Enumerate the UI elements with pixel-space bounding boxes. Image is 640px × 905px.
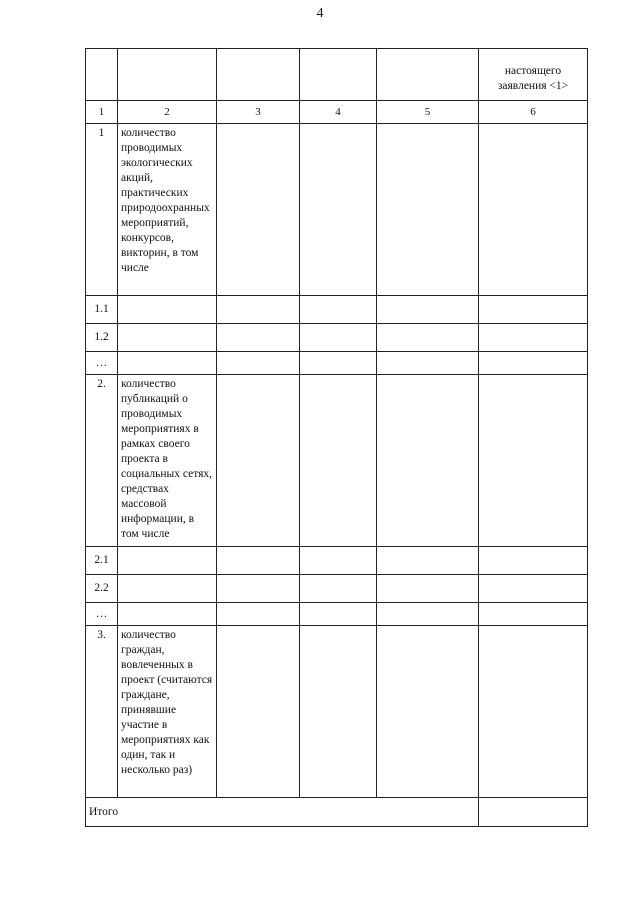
table-cell[interactable] <box>479 626 588 798</box>
table-cell[interactable] <box>377 575 479 603</box>
table-row-1-more <box>86 352 588 375</box>
table-row-1 <box>86 124 588 296</box>
column-number-3: 3 <box>217 101 300 124</box>
table-cell[interactable] <box>479 375 588 547</box>
table-cell[interactable] <box>300 296 377 324</box>
table-cell[interactable] <box>377 547 479 575</box>
table-cell[interactable] <box>217 296 300 324</box>
table-cell[interactable] <box>300 124 377 296</box>
table-cell[interactable] <box>479 352 588 375</box>
header-cell-6: настоящего заявления <1> <box>479 49 588 101</box>
row-description[interactable] <box>118 547 217 575</box>
total-row <box>86 798 588 827</box>
row-description[interactable] <box>118 324 217 352</box>
row-description: количество граждан, вовлеченных в проект (считаются граждане, принявшие участие в мероприятиях как один, так и несколько раз) <box>118 626 217 798</box>
row-number: 3. <box>86 626 118 798</box>
page-number: 4 <box>316 6 324 21</box>
table-row-2-more <box>86 603 588 626</box>
header-cell-1 <box>86 49 118 101</box>
table-row-1-2 <box>86 324 588 352</box>
table-cell[interactable] <box>217 547 300 575</box>
table-row-2-1 <box>86 547 588 575</box>
table-cell[interactable] <box>300 575 377 603</box>
table-cell[interactable] <box>300 603 377 626</box>
header-cell-4 <box>300 49 377 101</box>
table-cell[interactable] <box>300 324 377 352</box>
header-cell-3 <box>217 49 300 101</box>
table-cell[interactable] <box>377 324 479 352</box>
table-cell[interactable] <box>377 603 479 626</box>
table-cell[interactable] <box>479 547 588 575</box>
table-cell[interactable] <box>377 626 479 798</box>
table-cell[interactable] <box>377 296 479 324</box>
table-cell[interactable] <box>217 375 300 547</box>
table-cell[interactable] <box>377 375 479 547</box>
row-number: … <box>86 352 118 375</box>
table-cell[interactable] <box>479 124 588 296</box>
table-cell[interactable] <box>377 124 479 296</box>
table-row-2-2 <box>86 575 588 603</box>
total-label: Итого <box>86 798 479 827</box>
column-number-4: 4 <box>300 101 377 124</box>
row-number: 1.1 <box>86 296 118 324</box>
table-cell[interactable] <box>300 547 377 575</box>
header-row <box>86 49 588 101</box>
report-table <box>85 48 588 827</box>
row-description[interactable] <box>118 296 217 324</box>
column-number-row <box>86 101 588 124</box>
table-cell[interactable] <box>479 324 588 352</box>
table-cell[interactable] <box>377 352 479 375</box>
row-description[interactable] <box>118 352 217 375</box>
row-description[interactable] <box>118 603 217 626</box>
row-number: 2.2 <box>86 575 118 603</box>
table-cell[interactable] <box>217 124 300 296</box>
header-cell-5 <box>377 49 479 101</box>
column-number-6: 6 <box>479 101 588 124</box>
table-row-3 <box>86 626 588 798</box>
table-row-1-1 <box>86 296 588 324</box>
column-number-1: 1 <box>86 101 118 124</box>
table-cell[interactable] <box>217 626 300 798</box>
table-cell[interactable] <box>479 575 588 603</box>
table-cell[interactable] <box>300 375 377 547</box>
row-number: 1 <box>86 124 118 296</box>
row-number: … <box>86 603 118 626</box>
header-cell-2 <box>118 49 217 101</box>
row-description[interactable] <box>118 575 217 603</box>
row-number: 2.1 <box>86 547 118 575</box>
table-cell[interactable] <box>217 352 300 375</box>
column-number-2: 2 <box>118 101 217 124</box>
table-row-2 <box>86 375 588 547</box>
table-cell[interactable] <box>217 324 300 352</box>
table-cell[interactable] <box>300 352 377 375</box>
row-number: 2. <box>86 375 118 547</box>
table-cell[interactable] <box>217 575 300 603</box>
total-value-cell[interactable] <box>479 798 588 827</box>
row-number: 1.2 <box>86 324 118 352</box>
column-number-5: 5 <box>377 101 479 124</box>
row-description: количество проводимых экологических акций, практических природоохранных мероприятий, конкурсов, викторин, в том числе <box>118 124 217 296</box>
table-cell[interactable] <box>479 603 588 626</box>
row-description: количество публикаций о проводимых мероприятиях в рамках своего проекта в социальных сетях, средствах массовой информации, в том числе <box>118 375 217 547</box>
table-cell[interactable] <box>300 626 377 798</box>
table-cell[interactable] <box>479 296 588 324</box>
table-cell[interactable] <box>217 603 300 626</box>
